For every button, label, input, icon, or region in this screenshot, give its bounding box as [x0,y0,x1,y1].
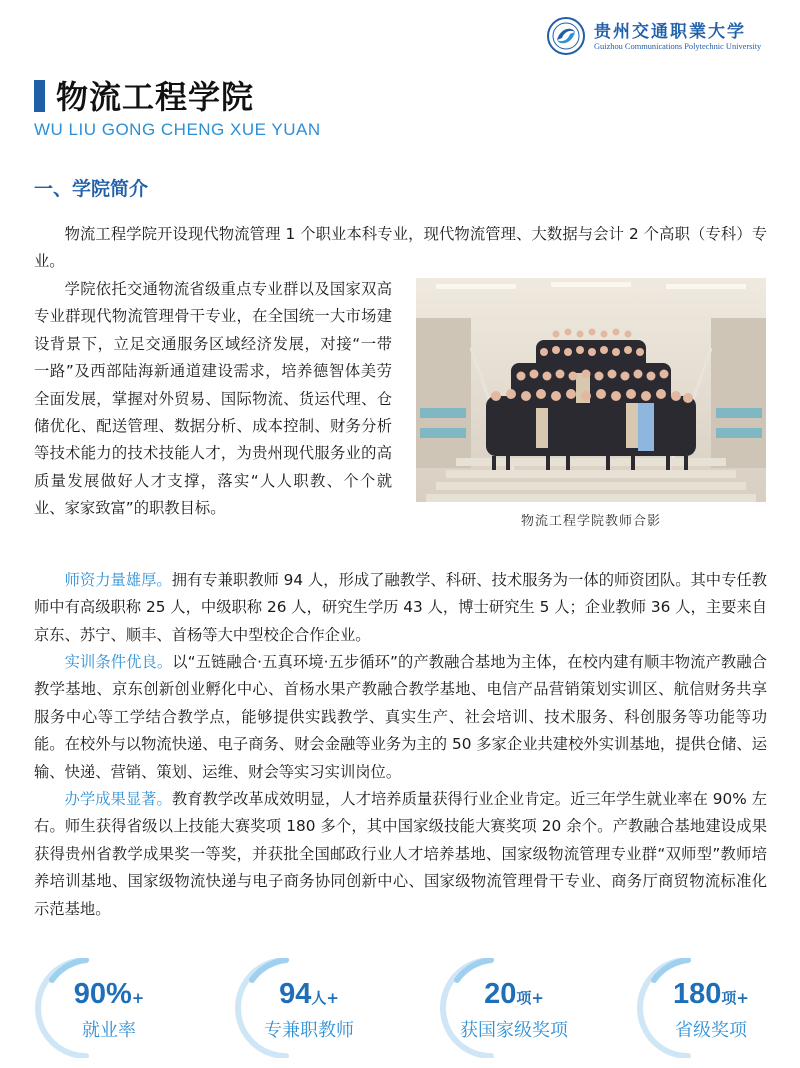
stat-number: 20 [484,978,517,1010]
stat-value [439,978,589,1011]
faculty-highlight: 师资力量雄厚。 [64,571,172,589]
achievements-paragraph [34,786,767,923]
section-heading: 一、学院简介 [34,178,149,200]
mission-paragraph: 学院依托交通物流省级重点专业群以及国家双高专业群现代物流管理骨干专业，在全国统一大市场建设背景下，立足交通服务区域经济发展，对接“一带一路”及西部陆海新通道建设需求，培养德智体美劳全面发展，掌握对外贸易、国际物流、货运代理、仓储优化、配送管理、数据分析、成本控制、财务分析等技术能力的技术技能人才，为贵州现代服务业的高质量发展做好人才支撑，落实“人人职教、个个就业、家家致富”的职教目标。 [34,280,392,518]
stat-number: 180 [673,978,722,1010]
title-accent-bar [34,80,45,112]
faculty-group-photo [416,278,766,502]
intro-paragraph: 物流工程学院开设现代物流管理 1 个职业本科专业，现代物流管理、大数据与会计 2 个高职（专科）专业。 [34,225,767,271]
stat-label: 省级奖项 [675,1020,747,1041]
stat-employment-rate [34,958,194,1058]
university-emblem-icon [546,16,586,56]
university-name-cn: 贵州交通职業大学 [594,22,746,42]
stat-suffix: 人+ [311,989,339,1007]
photo-caption: 物流工程学院教师合影 [520,514,661,529]
page-title-pinyin: WU LIU GONG CHENG XUE YUAN [34,120,321,139]
stat-number: 90% [73,978,132,1010]
stat-label: 获国家级奖项 [460,1020,568,1041]
page-title: 物流工程学院 [56,78,255,116]
university-name-en: Guizhou Communications Polytechnic University [594,42,762,51]
stat-faculty-count [234,958,394,1058]
stat-label: 专兼职教师 [264,1020,354,1041]
achievements-highlight: 办学成果显著。 [64,790,172,808]
faculty-paragraph [34,567,767,649]
achievements-text: 教育教学改革成效明显，人才培养质量获得行业企业肯定。近三年学生就业率在 90% 左右。师生获得省级以上技能大赛奖项 180 多个，其中国家级技能大赛奖项 20 余个。产教融合基地建设成果获得贵州省教学成果奖一等奖，并获批全国邮政行业人才培养基地、国家级物流管理专业群“双师型”教师培养培训基地、国家级物流快递与电子商务协同创新中心、国家级物流管理骨干专业、商务厅商贸物流标准化示范基地。 [34,790,767,918]
stat-suffix: + [131,989,145,1007]
stat-label: 就业率 [82,1020,136,1041]
stat-provincial-awards [636,958,796,1058]
stat-number: 94 [279,978,312,1010]
training-paragraph [34,649,767,786]
faculty-text: 拥有专兼职教师 94 人，形成了融教学、科研、技术服务为一体的师资团队。其中专任教师中有高级职称 25 人，中级职称 26 人，研究生学历 43 人，博士研究生 5 人；企业教师 36 人，主要来自京东、苏宁、顺丰、首杨等大中型校企合作企业。 [34,571,767,644]
stats-row [34,958,774,1058]
training-highlight: 实训条件优良。 [64,653,173,671]
training-text: 以“五链融合·五真环境·五步循环”的产教融合基地为主体，在校内建有顺丰物流产教融合教学基地、京东创新创业孵化中心、首杨水果产教融合教学基地、电信产品营销策划实训区、航信财务共享服务中心等工学结合教学点，能够提供实践教学、真实生产、社会培训、技术服务、科创服务等功能等功能。在校外与以物流快递、电子商务、财会金融等业务为主的 50 多家企业共建校外实训基地，提供仓储、运输、快递、营销、策划、运维、财会等实习实训岗位。 [34,653,767,781]
stat-value [34,978,184,1011]
university-logo [546,14,776,60]
stat-value [636,978,786,1011]
stat-suffix: 项+ [516,989,544,1007]
stat-national-awards [439,958,599,1058]
stat-suffix: 项+ [721,989,749,1007]
stat-value [234,978,384,1011]
